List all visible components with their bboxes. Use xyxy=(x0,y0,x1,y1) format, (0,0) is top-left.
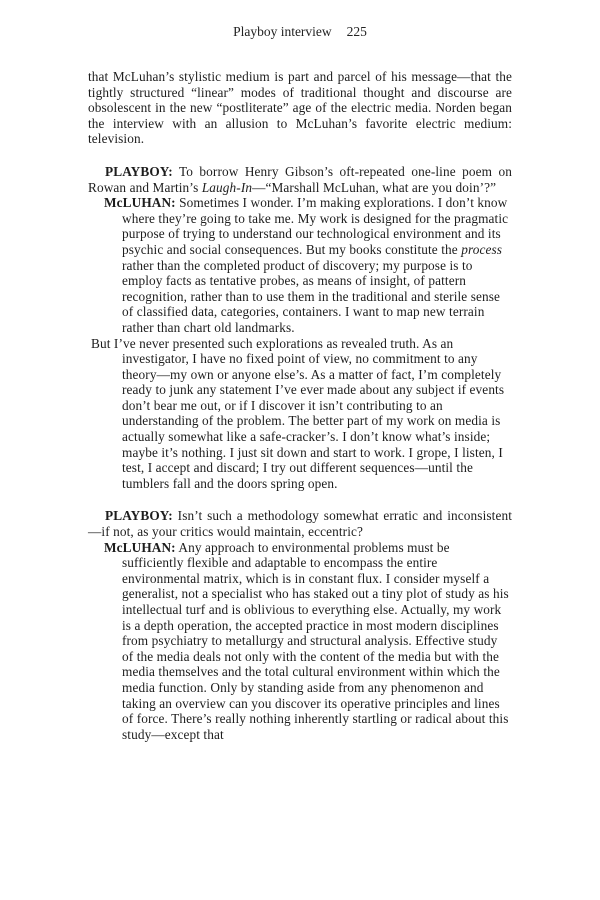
question-text-after: —“Marshall McLuhan, what are you doin’?” xyxy=(252,179,497,195)
page-body xyxy=(88,69,512,742)
speaker-label-mcluhan: McLUHAN: xyxy=(104,195,176,211)
playboy-question-1 xyxy=(88,164,512,195)
answer-text-after: rather than the completed product of discovery; my purpose is to employ facts as tentative probes, as means of insight, of pattern recognition, rather than to use them in the traditional and sterile sense of classified data, categories, containers. I want to map new terrain rather than chart old landmarks. xyxy=(122,257,501,335)
page-number: 225 xyxy=(346,24,367,39)
speaker-label-playboy: PLAYBOY: xyxy=(105,163,173,179)
speaker-label-mcluhan: McLUHAN: xyxy=(104,539,176,555)
mcluhan-answer-1-continued: But I’ve never presented such explorations as revealed truth. As an investigator, I have no fixed point of view, no commitment to any theory—my own or anyone else’s. As a matter of fact, I’m completely ready to junk any statement I’ve ever made about any subject if events don’t bear me out, or if I discover it isn’t contributing to an understanding of the problem. The better part of my work on media is actually somewhat like a safe-cracker’s. I don’t know what’s inside; maybe it’s nothing. I just sit down and start to work. I grope, I listen, I test, I accept and discard; I try out different sequences—until the tumblers fall and the doors spring open. xyxy=(91,335,505,491)
answer-text-before: Sometimes I wonder. I’m making explorations. I don’t know where they’re going to take me. My work is designed for the pragmatic purpose of trying to understand our technological environment and its psychic and social consequences. But my books constitute the xyxy=(122,195,509,257)
running-title: Playboy interview xyxy=(233,24,332,39)
emphasis-word-italic: process xyxy=(461,241,503,257)
answer-text: Any approach to environmental problems must be sufficiently flexible and adaptable to encompass the entire environmental matrix, which is in constant flux. I consider myself a generalist, not a specialist who has staked out a tiny plot of study as his intellectual turf and is oblivious to everything else. Actually, my work is a depth operation, the accepted practice in most modern disciplines from psychiatry to metallurgy and structural analysis. Effective study of the media deals not only with the content of the media but with the media themselves and the total cultural environment within which the media function. Only by standing aside from any phenomenon and taking an overview can you discover its operative principles and lines of force. There’s really nothing inherently startling or radical about this study—except that xyxy=(122,539,509,742)
question-text: Isn’t such a methodology somewhat erratic and inconsistent—if not, as your critics would maintain, eccentric? xyxy=(88,508,512,540)
mcluhan-answer-1 xyxy=(88,195,512,335)
playboy-question-2 xyxy=(88,508,512,539)
intro-paragraph: that McLuhan’s stylistic medium is part and parcel of his message—that the tightly structured “linear” modes of traditional thought and discourse are obsolescent in the new “postliterate” age of the electric media. Norden began the interview with an allusion to McLuhan’s favorite electric medium: television. xyxy=(88,69,512,147)
speaker-label-playboy: PLAYBOY: xyxy=(105,508,173,524)
question-text-before: To borrow Henry Gibson’s oft-repeated one-line poem on Rowan and Martin’s xyxy=(88,163,512,195)
page-header xyxy=(0,24,600,40)
mcluhan-answer-2 xyxy=(88,540,512,743)
show-title-italic: Laugh-In xyxy=(201,179,253,195)
